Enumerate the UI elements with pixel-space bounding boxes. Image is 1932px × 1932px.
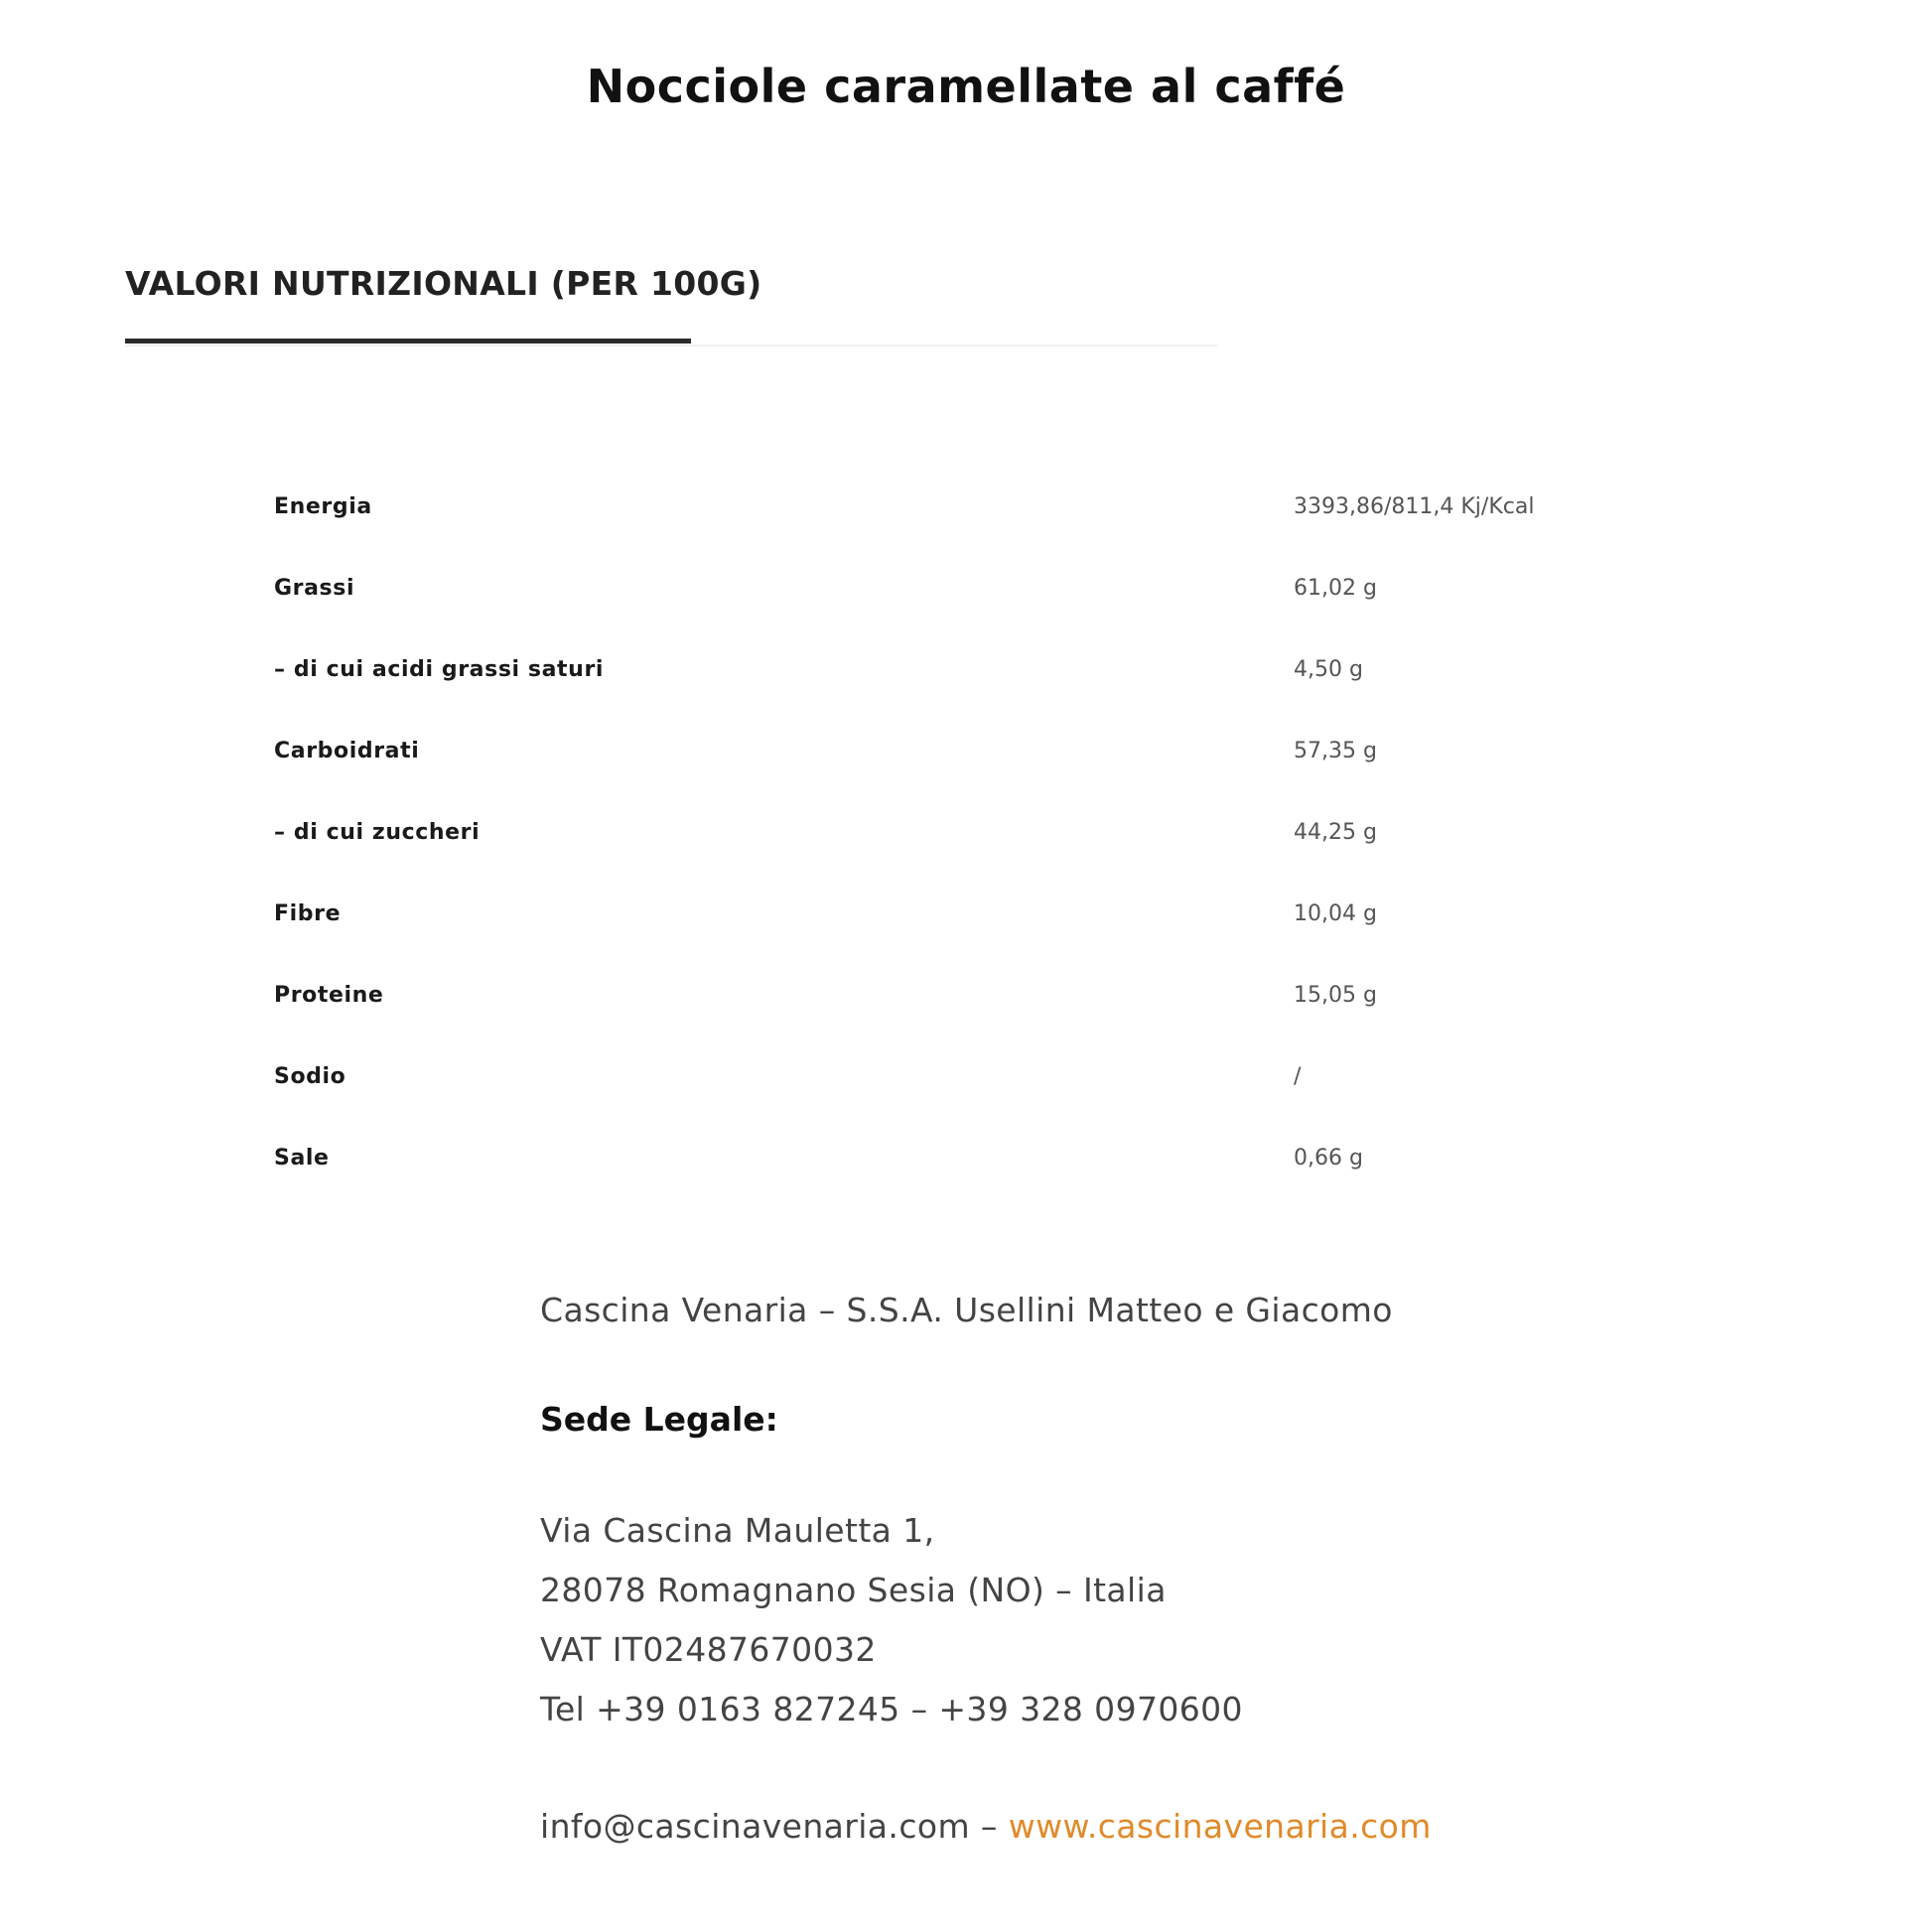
nutrition-row-zuccheri [274, 800, 1565, 882]
nutrition-value: / [1294, 1064, 1302, 1089]
nutrition-value: 3393,86/811,4 Kj/Kcal [1294, 494, 1535, 519]
nutrition-label: Sodio [274, 1064, 346, 1089]
address-city: 28078 Romagnano Sesia (NO) – Italia [540, 1571, 1167, 1609]
nutrition-row-sale [274, 1126, 1565, 1207]
contact-line [540, 1807, 1432, 1846]
nutrition-value: 0,66 g [1294, 1146, 1363, 1171]
nutrition-label: Fibre [274, 901, 342, 926]
nutrition-row-proteine [274, 963, 1565, 1044]
nutrition-row-saturi [274, 637, 1565, 719]
company-name: Cascina Venaria – S.S.A. Usellini Matteo e Giacomo [540, 1291, 1393, 1329]
nutrition-value: 4,50 g [1294, 657, 1363, 682]
nutrition-label: Grassi [274, 576, 355, 601]
address-street: Via Cascina Mauletta 1, [540, 1511, 935, 1550]
contact-separator: – [970, 1807, 1009, 1846]
nutrition-value: 61,02 g [1294, 576, 1377, 601]
email-link[interactable]: info@cascinavenaria.com [540, 1807, 970, 1846]
nutrition-value: 15,05 g [1294, 983, 1377, 1008]
page-title: Nocciole caramellate al caffé [586, 60, 1346, 113]
phone-numbers: Tel +39 0163 827245 – +39 328 0970600 [540, 1690, 1243, 1728]
nutrition-heading: VALORI NUTRIZIONALI (PER 100G) [125, 264, 762, 303]
nutrition-label: Proteine [274, 983, 384, 1008]
nutrition-row-carboidrati [274, 719, 1565, 800]
nutrition-row-grassi [274, 556, 1565, 637]
nutrition-label: – di cui zuccheri [274, 820, 481, 845]
nutrition-label: Energia [274, 494, 372, 519]
website-link[interactable]: www.cascinavenaria.com [1008, 1807, 1432, 1846]
heading-divider [125, 345, 1217, 346]
nutrition-value: 10,04 g [1294, 901, 1377, 926]
nutrition-row-sodio [274, 1044, 1565, 1126]
heading-underline [125, 339, 691, 344]
nutrition-label: – di cui acidi grassi saturi [274, 657, 605, 682]
nutrition-label: Sale [274, 1146, 330, 1171]
nutrition-value: 44,25 g [1294, 820, 1377, 845]
vat-number: VAT IT02487670032 [540, 1630, 877, 1669]
nutrition-row-energia [274, 475, 1565, 556]
nutrition-row-fibre [274, 882, 1565, 963]
nutrition-label: Carboidrati [274, 739, 420, 763]
nutrition-table [274, 475, 1565, 1207]
sede-legale-label: Sede Legale: [540, 1400, 778, 1439]
nutrition-value: 57,35 g [1294, 739, 1377, 763]
